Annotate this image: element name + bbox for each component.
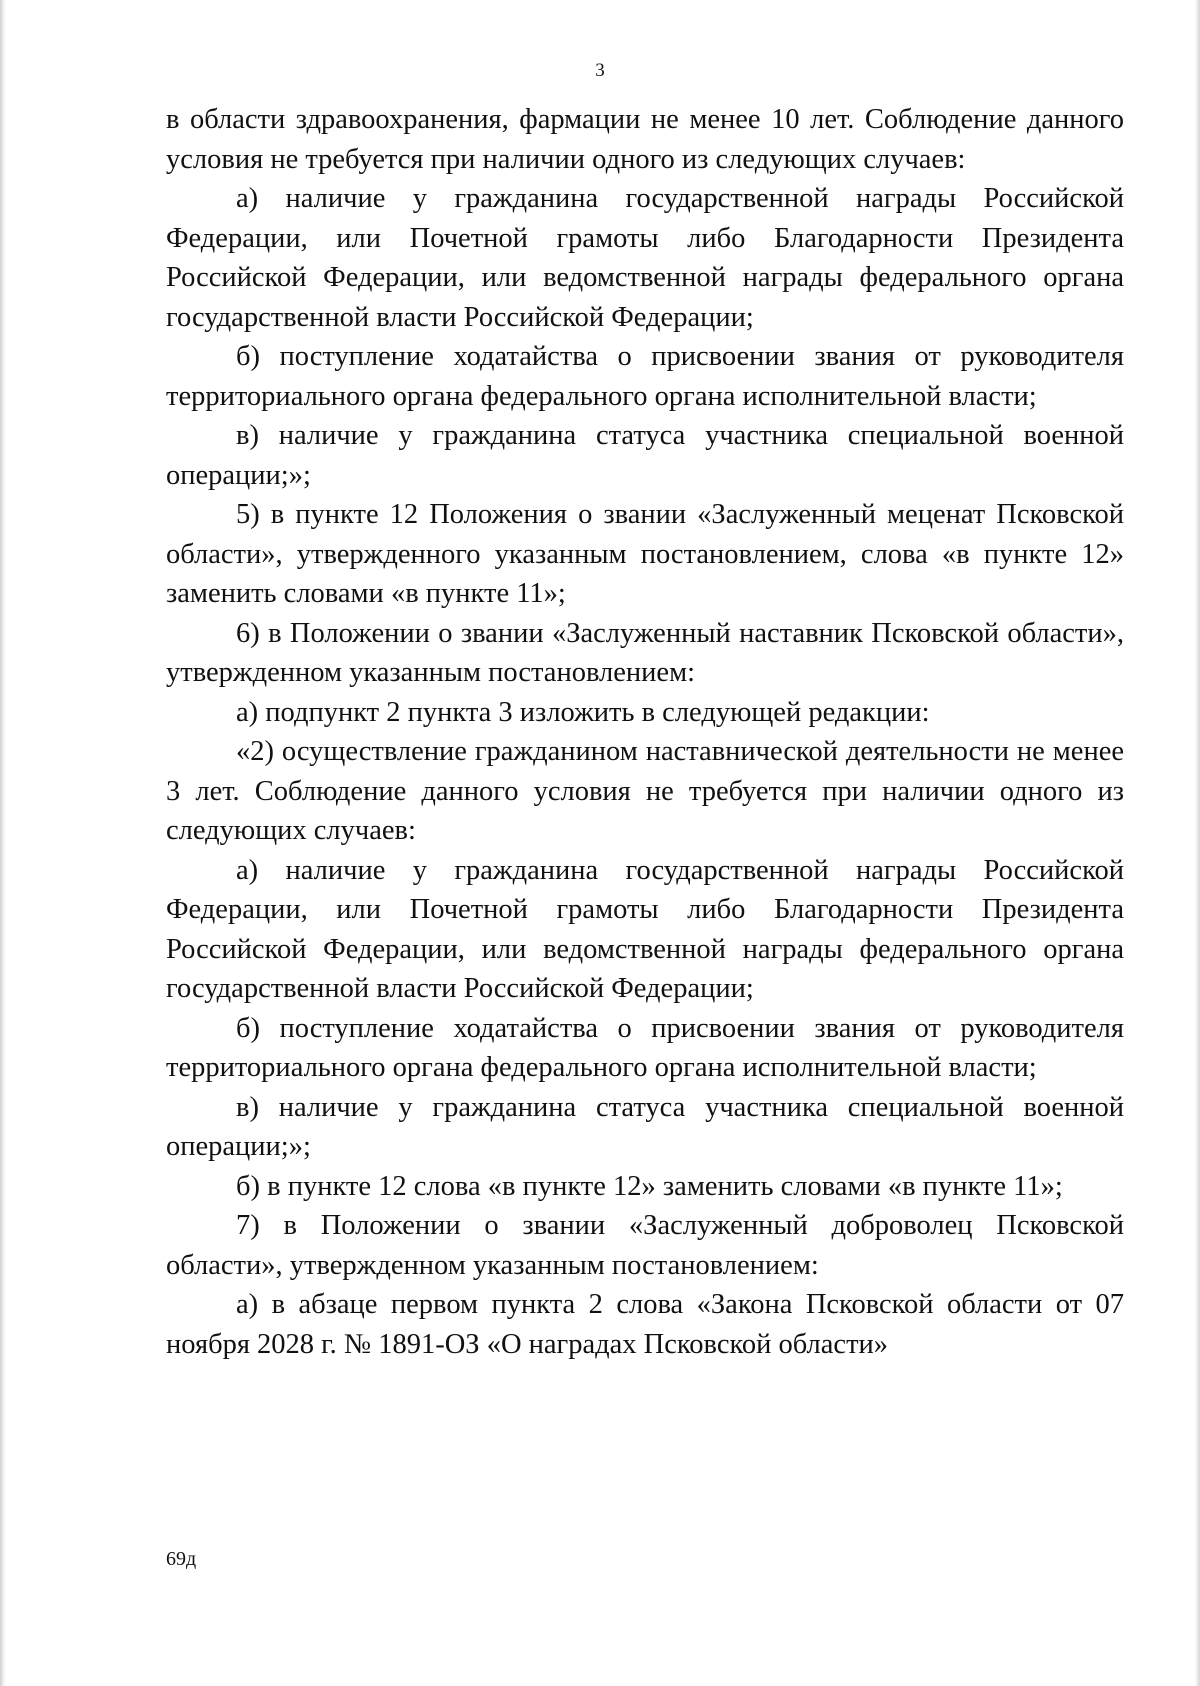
document-body xyxy=(166,100,1124,1364)
paragraph-item-b: б) поступление ходатайства о присвоении звания от руководителя территориального органа федерального органа исполнительной власти; xyxy=(166,341,1124,412)
paragraph-item-a: а) наличие у гражданина государственной награды Российской Федерации, или Почетной грамоты либо Благодарности Президента Российской Федерации, или ведомственной награды федерального органа государственной власти Российской Федерации; xyxy=(166,183,1124,333)
paragraph-item-a-2: а) наличие у гражданина государственной награды Российской Федерации, или Почетной грамоты либо Благодарности Президента Российской Федерации, или ведомственной награды федерального органа государственной власти Российской Федерации; xyxy=(166,854,1124,1004)
paragraph-point-5: 5) в пункте 12 Положения о звании «Заслуженный меценат Псковской области», утвержденного указанным постановлением, слова «в пункте 12» заменить словами «в пункте 11»; xyxy=(166,499,1124,609)
scan-edge-right xyxy=(1195,0,1200,1686)
paragraph-continuation: в области здравоохранения, фармации не менее 10 лет. Соблюдение данного условия не требуется при наличии одного из следующих случаев: xyxy=(166,104,1124,175)
paragraph-item-c-2: в) наличие у гражданина статуса участника специальной военной операции;»; xyxy=(166,1091,1124,1162)
paragraph-subpoint-a-3: а) в абзаце первом пункта 2 слова «Закона Псковской области от 07 ноября 2028 г. № 1891-ОЗ «О наградах Псковской области» xyxy=(166,1289,1124,1360)
paragraph-item-b-2: б) поступление ходатайства о присвоении звания от руководителя территориального органа федерального органа исполнительной власти; xyxy=(166,1012,1124,1083)
paragraph-point-7: 7) в Положении о звании «Заслуженный доброволец Псковской области», утвержденном указанным постановлением: xyxy=(166,1210,1124,1281)
paragraph-subpoint-a: а) подпункт 2 пункта 3 изложить в следующей редакции: xyxy=(236,696,930,728)
document-code: 69д xyxy=(166,1548,197,1570)
paragraph-point-6: 6) в Положении о звании «Заслуженный наставник Псковской области», утвержденном указанным постановлением: xyxy=(166,617,1124,688)
paragraph-item-c: в) наличие у гражданина статуса участника специальной военной операции;»; xyxy=(166,420,1124,491)
paragraph-quoted-2: «2) осуществление гражданином наставнической деятельности не менее 3 лет. Соблюдение данного условия не требуется при наличии одного из следующих случаев: xyxy=(166,736,1124,846)
paragraph-subpoint-b: б) в пункте 12 слова «в пункте 12» заменить словами «в пункте 11»; xyxy=(236,1170,1063,1202)
scan-edge-left xyxy=(0,0,6,1686)
page-number: 3 xyxy=(595,60,605,81)
